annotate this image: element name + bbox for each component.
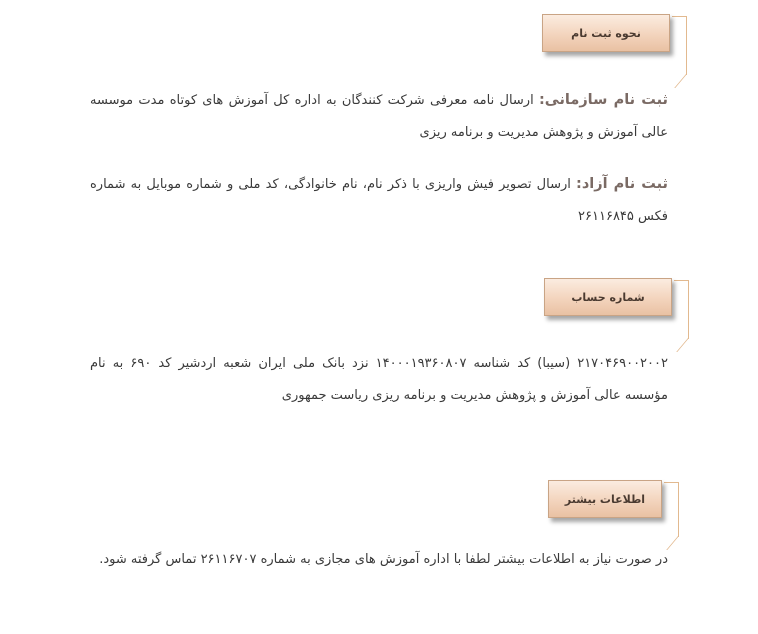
free-registration-paragraph [90,168,668,233]
org-registration-label: ثبت نام سازمانی: [538,92,668,108]
heading-bracket-decoration [672,16,687,75]
account-paragraph [90,348,668,412]
more-info-paragraph [90,544,668,576]
more-info-text: در صورت نیاز به اطلاعات بیشتر لطفا با اداره آموزش های مجازی به شماره ۲۶۱۱۶۷۰۷ تماس گرفته شود. [99,552,668,567]
heading-bracket-decoration [664,482,679,537]
account-text: ۲۱۷۰۴۶۹۰۰۲۰۰۲ (سیبا) کد شناسه ۱۴۰۰۰۱۹۳۶۰۸۰۷ نزد بانک ملی ایران شعبه اردشیر کد ۶۹۰ به نام مؤسسه عالی آموزش و پژوهش مدیریت و برنامه ریزی ریاست جمهوری [90,356,668,403]
registration-heading [542,14,670,52]
more-info-heading-text: اطلاعات بیشتر [564,492,646,506]
org-registration-paragraph [90,84,668,149]
free-registration-text: ارسال تصویر فیش واریزی با ذکر نام، نام خانوادگی، کد ملی و شماره موبایل به شماره فکس ۲۶۱۱۶۸۴۵ [90,177,668,224]
account-heading-text: شماره حساب [571,290,645,304]
more-info-heading [548,480,662,518]
free-registration-label: ثبت نام آزاد: [576,176,668,192]
registration-heading-text: نحوه ثبت نام [571,26,641,40]
org-registration-text: ارسال نامه معرفی شرکت کنندگان به اداره کل آموزش های کوتاه مدت موسسه عالی آموزش و پژوهش مدیریت و برنامه ریزی [90,93,668,140]
account-heading [544,278,672,316]
heading-bracket-decoration [674,280,689,339]
